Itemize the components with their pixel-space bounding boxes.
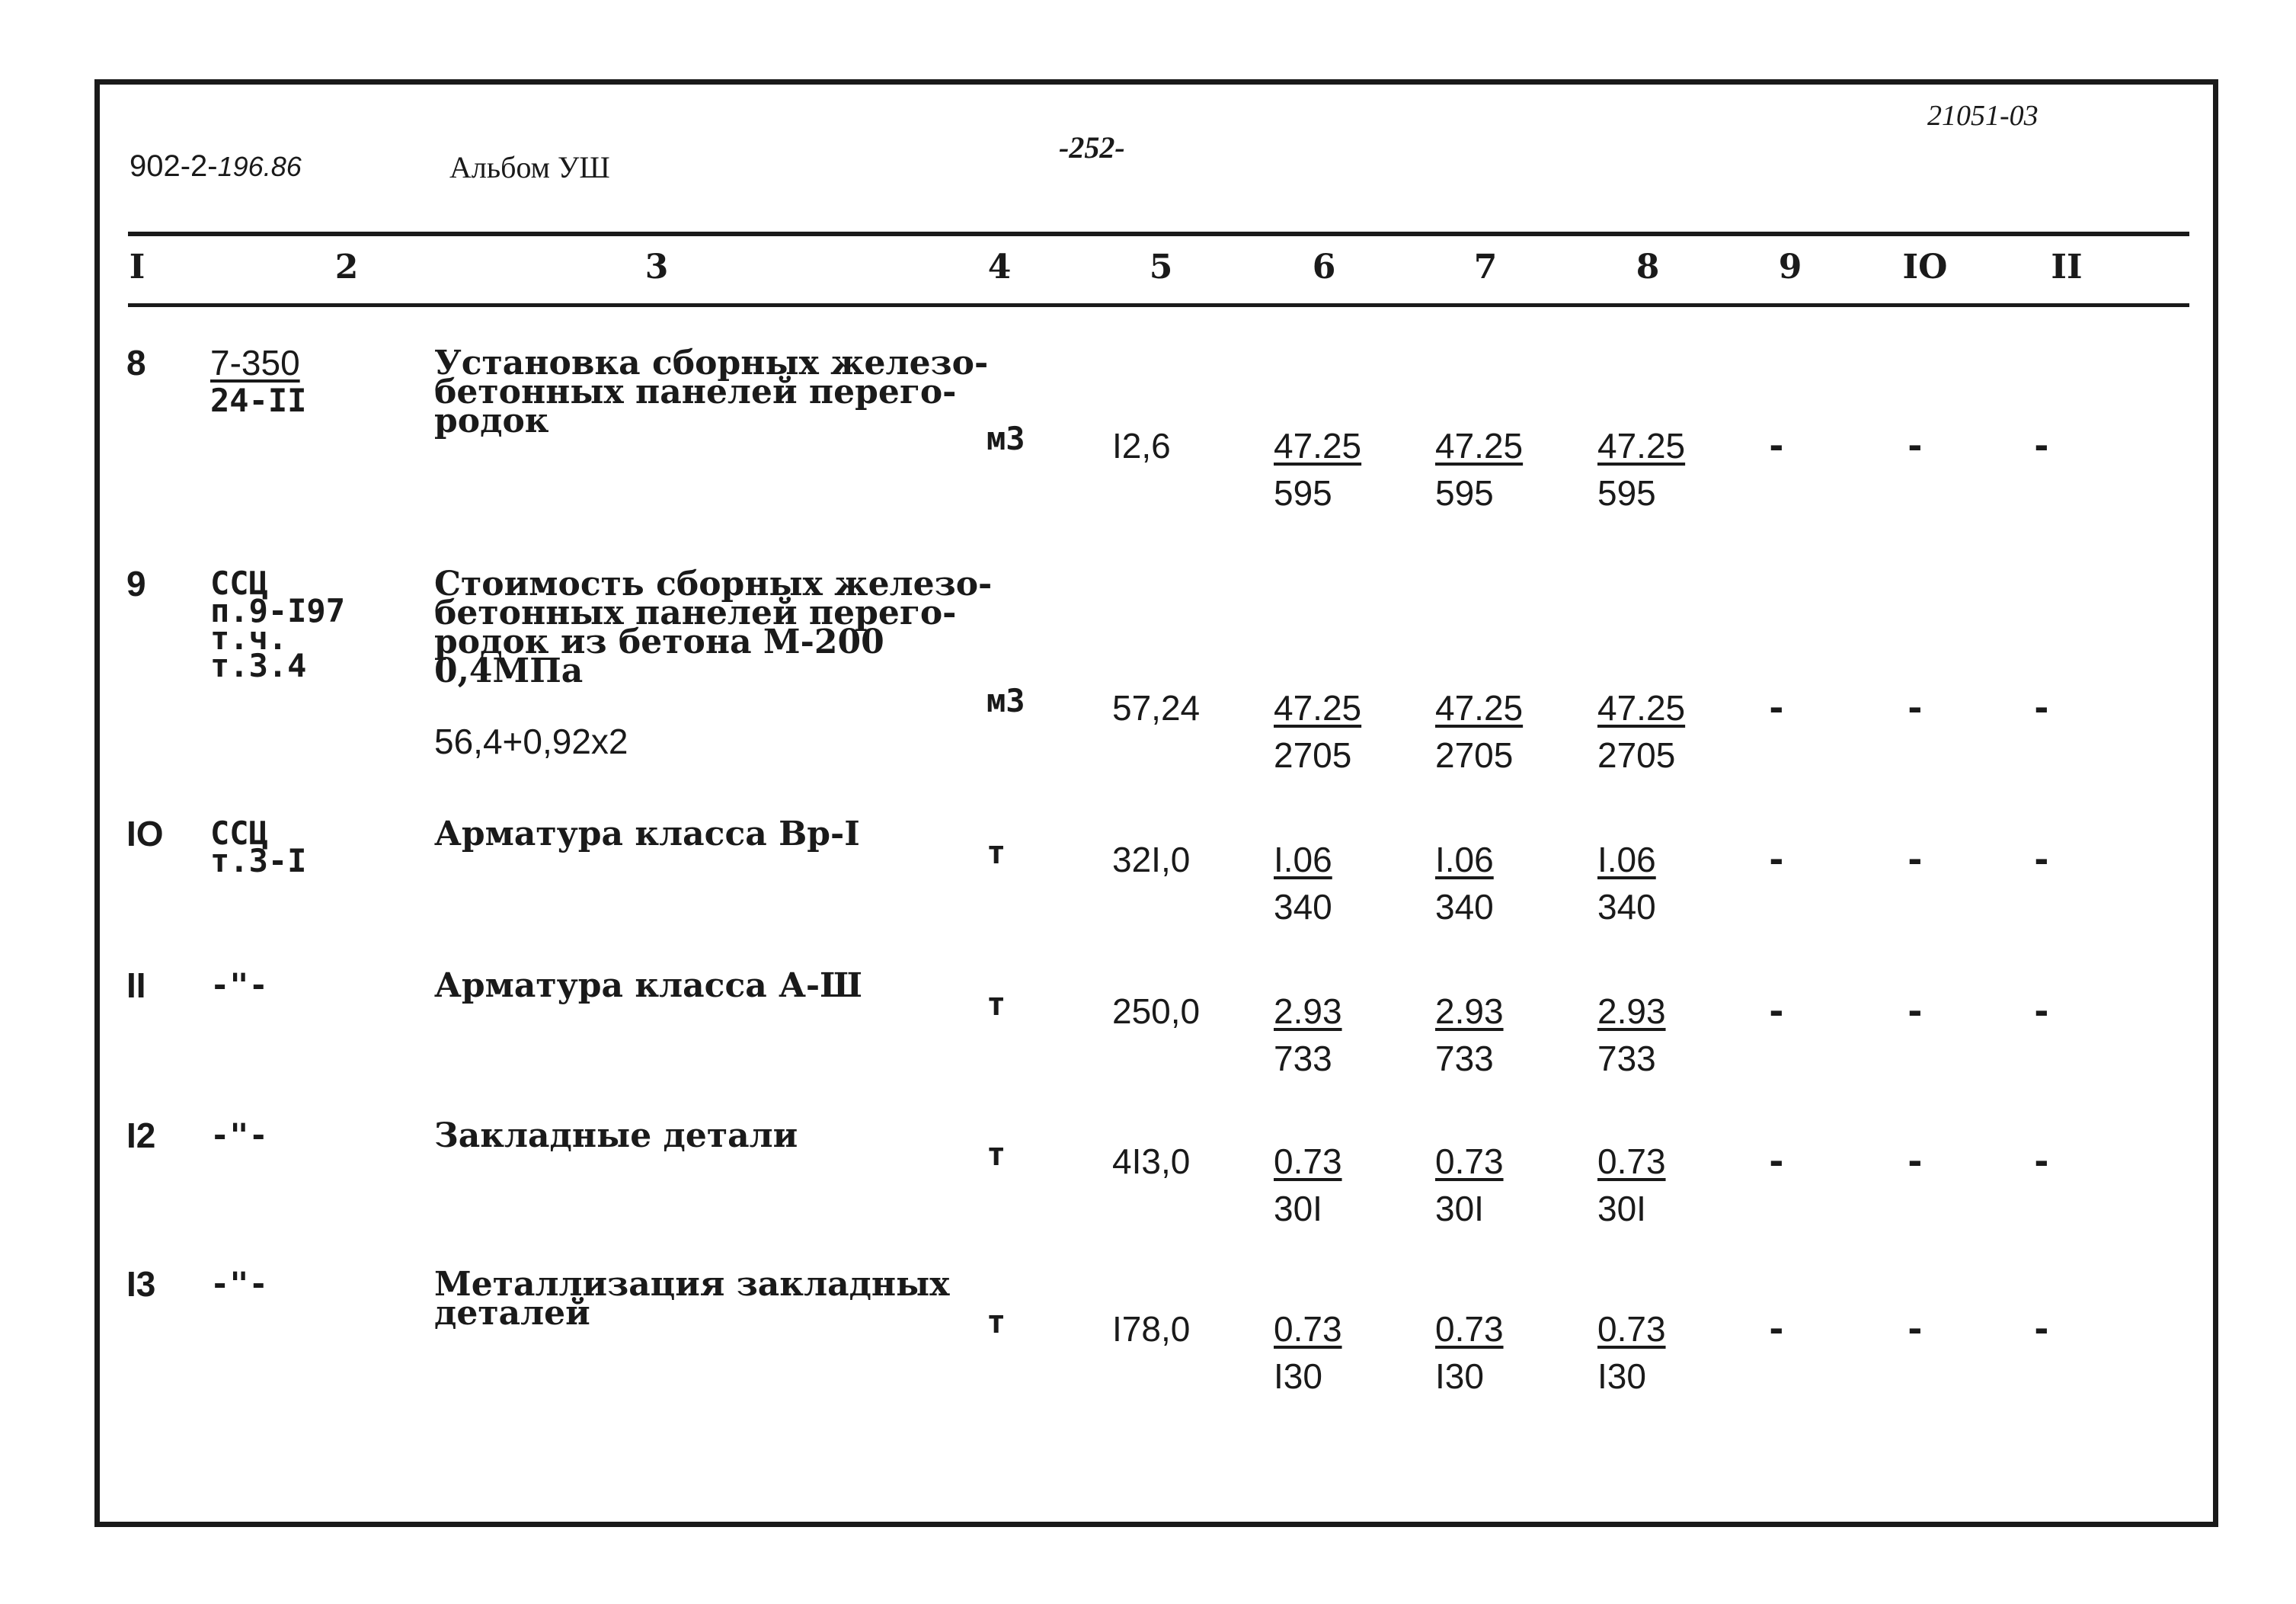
- header-rule-bottom: [128, 303, 2189, 307]
- column-header-11: II: [2051, 248, 2083, 287]
- row-col6-bottom-value: 340: [1274, 887, 1332, 927]
- row-unit: т: [987, 1303, 1006, 1340]
- row-number: I3: [126, 1264, 156, 1304]
- row-col11-value: -: [2031, 1141, 2052, 1182]
- row-col9-value: -: [1766, 1141, 1787, 1182]
- row-unit: м3: [987, 420, 1025, 457]
- document-code-printed: 902-2-: [130, 149, 218, 183]
- row-col8-top-value: 2.93: [1597, 991, 1666, 1031]
- row-col10-value: -: [1904, 687, 1926, 728]
- column-header-1: I: [129, 248, 145, 287]
- header-rule-top: [128, 232, 2189, 236]
- row-number: 8: [126, 343, 146, 383]
- row-col7-bottom-value: 30I: [1435, 1189, 1484, 1228]
- row-col6-top-value: 0.73: [1274, 1309, 1342, 1349]
- row-unit: т: [987, 834, 1006, 871]
- column-header-2: 2: [334, 248, 359, 287]
- row-unit: т: [987, 1135, 1006, 1173]
- row-quantity: 32I,0: [1112, 840, 1191, 879]
- row-description: Арматура класса Вр-I: [434, 815, 860, 853]
- row-code: ССЦ п.9-I97 т.ч. т.3.4: [210, 565, 346, 684]
- row-unit: т: [987, 985, 1006, 1023]
- document-code: [130, 149, 302, 184]
- row-col7-top-value: 0.73: [1435, 1141, 1504, 1181]
- row-col7-top-value: 2.93: [1435, 991, 1504, 1031]
- row-col6-bottom-value: 2705: [1274, 735, 1352, 775]
- row-col6-bottom-value: I30: [1274, 1356, 1322, 1396]
- row-description: Металлизация закладных деталей: [434, 1265, 950, 1333]
- column-header-7: 7: [1473, 248, 1498, 287]
- row-col11-value: -: [2031, 1308, 2052, 1349]
- column-header-8: 8: [1636, 248, 1660, 287]
- row-col6-top-value: 2.93: [1274, 991, 1342, 1031]
- row-col11-value: -: [2031, 687, 2052, 728]
- corner-code: 21051-03: [1927, 100, 2039, 132]
- row-code: -"-: [210, 1265, 268, 1302]
- column-header-9: 9: [1778, 248, 1802, 287]
- row-description: Установка сборных железо- бетонных панелей перего- родок: [434, 344, 989, 440]
- row-description: Закладные детали: [434, 1116, 798, 1155]
- row-col9-value: -: [1766, 1308, 1787, 1349]
- row-col7-top-value: 47.25: [1435, 688, 1524, 728]
- row-quantity: I2,6: [1112, 426, 1171, 466]
- row-col10-value: -: [1904, 839, 1926, 880]
- row-code: -"-: [210, 966, 268, 1004]
- row-code: 24-II: [210, 382, 307, 419]
- row-col6-top-value: 0.73: [1274, 1141, 1342, 1181]
- row-col7-bottom-value: 2705: [1435, 735, 1514, 775]
- row-col6-bottom-value: 733: [1274, 1039, 1332, 1078]
- row-col7-bottom-value: 340: [1435, 887, 1494, 927]
- row-col6-top-value: I.06: [1274, 840, 1332, 879]
- row-col8-top-value: 47.25: [1597, 426, 1686, 466]
- row-col8-bottom-value: 340: [1597, 887, 1656, 927]
- row-col9-value: -: [1766, 687, 1787, 728]
- row-col10-value: -: [1904, 425, 1926, 466]
- row-description: Арматура класса А-Ш: [434, 966, 862, 1005]
- row-quantity: 250,0: [1112, 991, 1201, 1031]
- row-code-reference: 7-350: [210, 343, 300, 383]
- row-col7-top-value: 0.73: [1435, 1309, 1504, 1349]
- row-number: 9: [126, 564, 146, 604]
- row-col6-top-value: 47.25: [1274, 426, 1362, 466]
- row-col8-bottom-value: 30I: [1597, 1189, 1646, 1228]
- row-quantity: 4I3,0: [1112, 1141, 1191, 1181]
- row-number: IO: [126, 814, 164, 853]
- row-col8-top-value: 0.73: [1597, 1141, 1666, 1181]
- row-quantity: I78,0: [1112, 1309, 1191, 1349]
- row-col7-bottom-value: 595: [1435, 473, 1494, 513]
- row-description-formula: 56,4+0,92х2: [434, 722, 628, 761]
- row-code: -"-: [210, 1116, 268, 1154]
- column-header-4: 4: [987, 248, 1012, 287]
- row-col7-bottom-value: I30: [1435, 1356, 1484, 1396]
- row-col9-value: -: [1766, 991, 1787, 1032]
- row-col6-bottom-value: 595: [1274, 473, 1332, 513]
- row-col8-bottom-value: 2705: [1597, 735, 1676, 775]
- row-col7-bottom-value: 733: [1435, 1039, 1494, 1078]
- row-col7-top-value: I.06: [1435, 840, 1494, 879]
- row-code: ССЦ т.3-I: [210, 815, 307, 879]
- row-col8-top-value: I.06: [1597, 840, 1656, 879]
- row-col6-top-value: 47.25: [1274, 688, 1362, 728]
- row-col11-value: -: [2031, 425, 2052, 466]
- row-description: Стоимость сборных железо- бетонных панелей перего- родок из бетона М-200 0,4МПа: [434, 565, 993, 690]
- row-col8-bottom-value: I30: [1597, 1356, 1646, 1396]
- row-number: II: [126, 965, 146, 1005]
- column-header-5: 5: [1149, 248, 1173, 287]
- row-col8-top-value: 47.25: [1597, 688, 1686, 728]
- document-code-handwritten: 196.86: [217, 151, 302, 182]
- row-col8-bottom-value: 595: [1597, 473, 1656, 513]
- row-col10-value: -: [1904, 1141, 1926, 1182]
- column-header-3: 3: [644, 248, 669, 287]
- album-label: Альбом УШ: [449, 150, 610, 184]
- row-col11-value: -: [2031, 991, 2052, 1032]
- row-quantity: 57,24: [1112, 688, 1201, 728]
- page-number: -252-: [1059, 130, 1125, 165]
- column-header-10: IO: [1902, 248, 1948, 287]
- row-col9-value: -: [1766, 839, 1787, 880]
- row-unit: м3: [987, 682, 1025, 719]
- row-col10-value: -: [1904, 1308, 1926, 1349]
- row-number: I2: [126, 1116, 156, 1155]
- row-col6-bottom-value: 30I: [1274, 1189, 1322, 1228]
- row-col8-top-value: 0.73: [1597, 1309, 1666, 1349]
- row-col7-top-value: 47.25: [1435, 426, 1524, 466]
- row-col11-value: -: [2031, 839, 2052, 880]
- row-col9-value: -: [1766, 425, 1787, 466]
- row-col8-bottom-value: 733: [1597, 1039, 1656, 1078]
- column-header-6: 6: [1312, 248, 1336, 287]
- row-col10-value: -: [1904, 991, 1926, 1032]
